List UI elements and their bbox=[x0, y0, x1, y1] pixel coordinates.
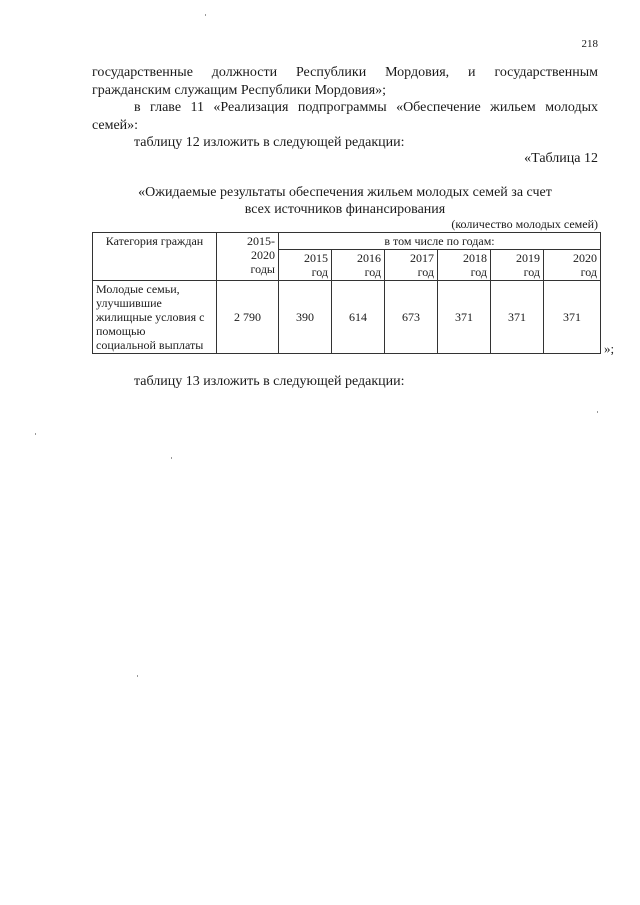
year-label: 2017 bbox=[410, 251, 434, 265]
scan-speck bbox=[205, 14, 206, 16]
page-number: 218 bbox=[581, 38, 598, 50]
year-unit: год bbox=[470, 265, 487, 279]
header-by-years: в том числе по годам: bbox=[279, 233, 601, 250]
table-header-row bbox=[93, 233, 601, 250]
paragraph-line: государственные должности Республики Мордовия, и государственным bbox=[92, 65, 598, 80]
scan-speck bbox=[137, 675, 138, 677]
category-line: социальной выплаты bbox=[96, 338, 204, 352]
header-total-line: годы bbox=[250, 262, 275, 276]
category-line: Молодые семьи, bbox=[96, 282, 180, 296]
year-unit: год bbox=[523, 265, 540, 279]
paragraph-table-13-instruction: таблицу 13 изложить в следующей редакции: bbox=[134, 374, 405, 389]
header-year-2019 bbox=[491, 250, 544, 281]
paragraph-chapter-11 bbox=[92, 99, 598, 135]
scan-speck bbox=[597, 411, 598, 413]
year-unit: год bbox=[364, 265, 381, 279]
row-value-2019: 371 bbox=[491, 281, 544, 354]
table-label: «Таблица 12 bbox=[524, 151, 598, 166]
year-label: 2020 bbox=[573, 251, 597, 265]
year-label: 2016 bbox=[357, 251, 381, 265]
scan-speck bbox=[35, 433, 36, 435]
table-title-line: всех источников финансирования bbox=[244, 202, 446, 217]
paragraph-continuation bbox=[92, 64, 598, 100]
table-units: (количество молодых семей) bbox=[451, 217, 598, 231]
year-label: 2019 bbox=[516, 251, 540, 265]
header-year-2017 bbox=[385, 250, 438, 281]
header-year-2020 bbox=[544, 250, 601, 281]
header-year-2018 bbox=[438, 250, 491, 281]
year-unit: год bbox=[580, 265, 597, 279]
table-title bbox=[92, 184, 598, 218]
row-category bbox=[93, 281, 217, 354]
header-year-2016 bbox=[332, 250, 385, 281]
row-value-2020: 371 bbox=[544, 281, 601, 354]
row-value-2016: 614 bbox=[332, 281, 385, 354]
header-total-line: 2020 bbox=[251, 248, 275, 262]
year-label: 2018 bbox=[463, 251, 487, 265]
category-line: жилищные условия с bbox=[96, 310, 205, 324]
row-value-2015: 390 bbox=[279, 281, 332, 354]
scan-speck bbox=[171, 457, 172, 459]
year-unit: год bbox=[311, 265, 328, 279]
closing-quote: »; bbox=[604, 341, 615, 356]
row-total: 2 790 bbox=[217, 281, 279, 354]
category-line: улучшившие bbox=[96, 296, 162, 310]
paragraph-line: в главе 11 «Реализация подпрограммы «Обеспечение жильем молодых bbox=[134, 100, 598, 115]
results-table bbox=[92, 232, 601, 354]
header-category: Категория граждан bbox=[93, 233, 217, 281]
table-row bbox=[93, 281, 601, 354]
paragraph-line: семей»: bbox=[92, 118, 139, 133]
header-total-line: 2015- bbox=[247, 234, 275, 248]
paragraph-table-12-instruction: таблицу 12 изложить в следующей редакции: bbox=[134, 135, 405, 150]
row-value-2018: 371 bbox=[438, 281, 491, 354]
year-label: 2015 bbox=[304, 251, 328, 265]
paragraph-line: гражданским служащим Республики Мордовия»; bbox=[92, 83, 387, 98]
header-total bbox=[217, 233, 279, 281]
category-line: помощью bbox=[96, 324, 146, 338]
year-unit: год bbox=[417, 265, 434, 279]
table-title-line: «Ожидаемые результаты обеспечения жильем молодых семей за счет bbox=[138, 185, 552, 200]
row-value-2017: 673 bbox=[385, 281, 438, 354]
header-year-2015 bbox=[279, 250, 332, 281]
